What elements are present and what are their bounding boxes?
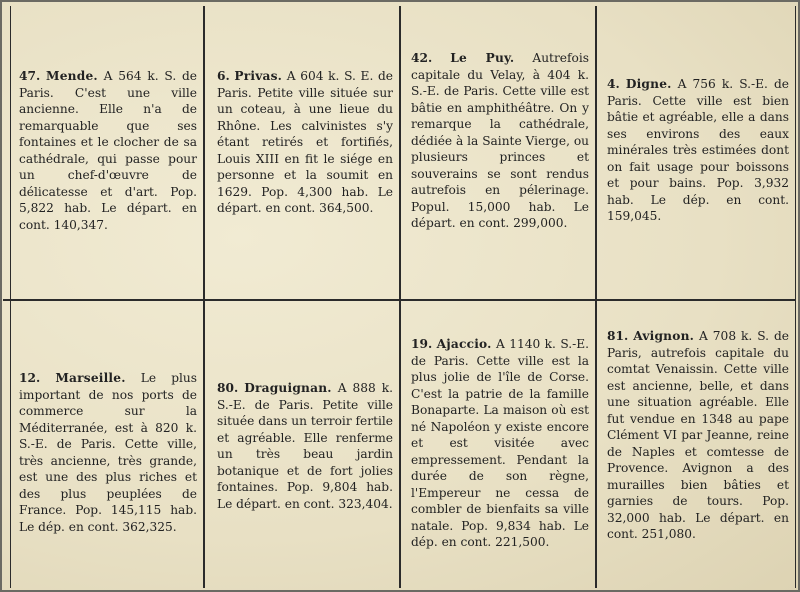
entry-city: Privas. <box>234 69 283 83</box>
entry-number: 4. <box>607 77 620 91</box>
column-divider <box>203 6 205 588</box>
entry-city: Draguignan. <box>244 381 332 395</box>
entry-number: 12. <box>19 371 41 385</box>
entry-le-puy <box>411 50 589 232</box>
entry-city: Mende. <box>46 69 98 83</box>
entry-number: 80. <box>217 381 239 395</box>
entry-text: Autrefois capitale du Velay, à 404 k. S.-E. de Paris. Cette ville est bâtie en amphithéâtre. On y remarque la cathédrale, dédiée à la Sainte Vierge, ou plusieurs princes et souverains se sont rendus autrefois en pélerinage. Popul. 15,000 hab. Le départ. en cont. 299,000. <box>411 51 590 230</box>
entry-ajaccio <box>411 336 589 551</box>
page-sheet <box>2 2 798 590</box>
entry-text: A 888 k. S.-E. de Paris. Petite ville située dans un terroir fertile et agréable. Elle renferme un très beau jardin botanique et de fort jolies fontaines. Pop. 9,804 hab. Le départ. en cont. 323,404. <box>217 381 394 511</box>
entry-city: Le Puy. <box>450 51 515 65</box>
entry-city: Digne. <box>625 77 672 91</box>
row-divider <box>3 299 795 301</box>
column-divider <box>399 6 401 588</box>
entry-text: A 604 k. S. E. de Paris. Petite ville située sur un coteau, à une lieue du Rhône. Les calvinistes s'y étant retirés et fortifiés, Louis XIII en fit le siége en personne et la soumit en 1629. Pop. 4,300 hab. Le départ. en cont. 364,500. <box>217 69 393 215</box>
entry-number: 42. <box>411 51 433 65</box>
entry-number: 6. <box>217 69 230 83</box>
column-divider <box>595 6 597 588</box>
entry-number: 81. <box>607 329 629 343</box>
entry-text: A 756 k. S.-E. de Paris. Cette ville est bien bâtie et agréable, elle a dans ses environs des eaux minérales très estimées dont on fait usage pour boissons et pour bains. Pop. 3,932 hab. Le dép. en cont. 159,045. <box>607 77 789 223</box>
entry-grid <box>10 6 796 588</box>
entry-city: Marseille. <box>55 371 126 385</box>
entry-marseille <box>19 370 197 535</box>
entry-number: 47. <box>19 69 41 83</box>
entry-text: Le plus important de nos ports de commerce sur la Méditerranée, est à 820 k. S.-E. de Paris. Cette ville, très ancienne, très grande, est une des plus riches et des plus peuplées de France. Pop. 145,115 hab. Le dép. en cont. 362,325. <box>19 371 198 534</box>
entry-number: 19. <box>411 337 433 351</box>
entry-city: Avignon. <box>633 329 695 343</box>
entry-city: Ajaccio. <box>436 337 492 351</box>
entry-draguignan <box>217 380 393 512</box>
entry-text: A 564 k. S. de Paris. C'est une ville ancienne. Elle n'a de remarquable que ses fontaines et le clocher de sa cathédrale, qui passe pour un chef-d'œuvre de délicatesse et d'art. Pop. 5,822 hab. Le départ. en cont. 140,347. <box>19 69 198 232</box>
entry-text: A 1140 k. S.-E. de Paris. Cette ville est la plus jolie de l'île de Corse. C'est la patrie de la famille Bonaparte. La maison où est né Napoléon y existe encore et est visitée avec empressement. Pendant la durée de son règne, l'Empereur ne cessa de combler de bienfaits sa ville natale. Pop. 9,834 hab. Le dép. en cont. 221,500. <box>411 337 589 549</box>
entry-digne <box>607 76 789 225</box>
entry-mende <box>19 68 197 233</box>
entry-text: A 708 k. S. de Paris, autrefois capitale du comtat Venaissin. Cette ville est ancienne, belle, et dans une situation agréable. Elle fut vendue en 1348 au pape Clément VI par Jeanne, reine de Naples et comtesse de Provence. Avignon a des murailles bien bâties et garnies de tours. Pop. 32,000 hab. Le départ. en cont. 251,080. <box>607 329 790 541</box>
entry-avignon <box>607 328 789 543</box>
entry-privas <box>217 68 393 217</box>
